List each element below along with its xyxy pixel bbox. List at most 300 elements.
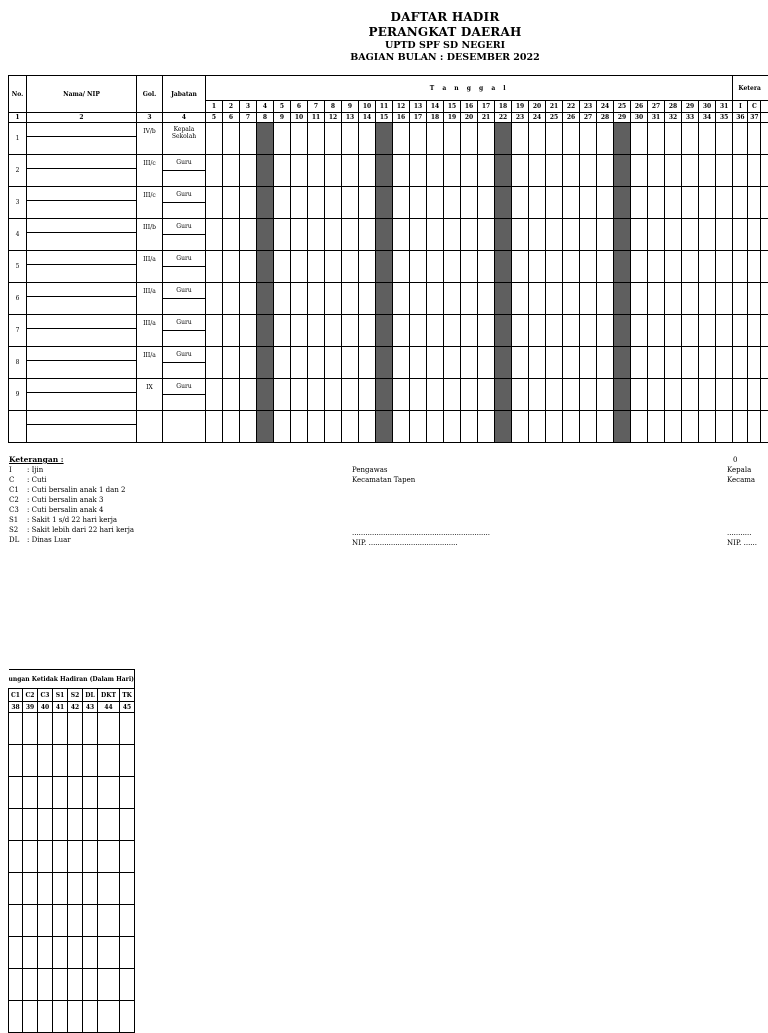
absence-cell[interactable] bbox=[120, 969, 135, 1001]
attendance-cell[interactable] bbox=[308, 283, 325, 315]
attendance-cell[interactable] bbox=[240, 379, 257, 411]
attendance-cell[interactable] bbox=[308, 123, 325, 155]
attendance-cell[interactable] bbox=[682, 347, 699, 379]
attendance-cell[interactable] bbox=[529, 187, 546, 219]
attendance-cell[interactable] bbox=[461, 283, 478, 315]
attendance-cell[interactable] bbox=[274, 123, 291, 155]
attendance-cell[interactable] bbox=[223, 283, 240, 315]
attendance-cell[interactable] bbox=[291, 123, 308, 155]
keterangan-cell[interactable] bbox=[748, 283, 761, 315]
absence-cell[interactable] bbox=[38, 777, 53, 809]
attendance-cell[interactable] bbox=[410, 379, 427, 411]
name-nip-cell[interactable] bbox=[27, 379, 137, 411]
absence-cell[interactable] bbox=[23, 905, 38, 937]
attendance-cell[interactable] bbox=[410, 347, 427, 379]
attendance-cell[interactable] bbox=[444, 155, 461, 187]
attendance-cell[interactable] bbox=[325, 219, 342, 251]
attendance-cell[interactable] bbox=[699, 251, 716, 283]
attendance-cell[interactable] bbox=[444, 251, 461, 283]
keterangan-cell[interactable] bbox=[733, 187, 748, 219]
keterangan-cell[interactable] bbox=[748, 155, 761, 187]
absence-cell[interactable] bbox=[38, 713, 53, 745]
attendance-cell[interactable] bbox=[529, 155, 546, 187]
attendance-cell[interactable] bbox=[597, 155, 614, 187]
attendance-cell[interactable] bbox=[240, 123, 257, 155]
name-nip-cell[interactable] bbox=[27, 251, 137, 283]
attendance-cell[interactable] bbox=[699, 347, 716, 379]
attendance-cell[interactable] bbox=[716, 379, 733, 411]
keterangan-cell[interactable] bbox=[761, 347, 768, 379]
attendance-cell[interactable] bbox=[699, 187, 716, 219]
attendance-cell[interactable] bbox=[461, 251, 478, 283]
attendance-cell[interactable] bbox=[427, 347, 444, 379]
attendance-cell[interactable] bbox=[359, 379, 376, 411]
attendance-cell[interactable] bbox=[291, 155, 308, 187]
attendance-cell[interactable] bbox=[359, 251, 376, 283]
absence-cell[interactable] bbox=[68, 905, 83, 937]
attendance-cell[interactable] bbox=[682, 251, 699, 283]
attendance-cell[interactable] bbox=[427, 379, 444, 411]
attendance-cell[interactable] bbox=[682, 155, 699, 187]
keterangan-cell[interactable] bbox=[748, 219, 761, 251]
attendance-cell[interactable] bbox=[274, 251, 291, 283]
attendance-cell[interactable] bbox=[716, 219, 733, 251]
keterangan-cell[interactable] bbox=[761, 187, 768, 219]
attendance-cell[interactable] bbox=[308, 251, 325, 283]
attendance-cell[interactable] bbox=[223, 123, 240, 155]
attendance-cell[interactable] bbox=[274, 155, 291, 187]
attendance-cell[interactable] bbox=[478, 187, 495, 219]
attendance-cell[interactable] bbox=[478, 283, 495, 315]
attendance-cell[interactable] bbox=[699, 283, 716, 315]
attendance-cell[interactable] bbox=[597, 347, 614, 379]
attendance-cell[interactable] bbox=[410, 155, 427, 187]
attendance-cell[interactable] bbox=[478, 123, 495, 155]
attendance-cell[interactable] bbox=[461, 411, 478, 443]
attendance-cell[interactable] bbox=[444, 187, 461, 219]
attendance-cell[interactable] bbox=[648, 411, 665, 443]
attendance-cell[interactable] bbox=[240, 283, 257, 315]
attendance-cell[interactable] bbox=[393, 251, 410, 283]
absence-cell[interactable] bbox=[23, 713, 38, 745]
absence-cell[interactable] bbox=[23, 969, 38, 1001]
absence-cell[interactable] bbox=[120, 841, 135, 873]
attendance-cell[interactable] bbox=[699, 155, 716, 187]
attendance-cell[interactable] bbox=[631, 347, 648, 379]
attendance-cell[interactable] bbox=[580, 123, 597, 155]
absence-cell[interactable] bbox=[23, 777, 38, 809]
attendance-cell[interactable] bbox=[206, 187, 223, 219]
absence-cell[interactable] bbox=[9, 1001, 23, 1033]
attendance-cell[interactable] bbox=[206, 219, 223, 251]
absence-cell[interactable] bbox=[53, 713, 68, 745]
attendance-cell[interactable] bbox=[444, 219, 461, 251]
attendance-cell[interactable] bbox=[342, 283, 359, 315]
attendance-cell[interactable] bbox=[478, 219, 495, 251]
attendance-cell[interactable] bbox=[682, 283, 699, 315]
attendance-cell[interactable] bbox=[325, 347, 342, 379]
attendance-cell[interactable] bbox=[665, 283, 682, 315]
attendance-cell[interactable] bbox=[546, 315, 563, 347]
keterangan-cell[interactable] bbox=[733, 379, 748, 411]
absence-cell[interactable] bbox=[23, 1001, 38, 1033]
absence-cell[interactable] bbox=[68, 937, 83, 969]
attendance-cell[interactable] bbox=[716, 187, 733, 219]
attendance-cell[interactable] bbox=[359, 219, 376, 251]
absence-cell[interactable] bbox=[9, 841, 23, 873]
attendance-cell[interactable] bbox=[682, 187, 699, 219]
keterangan-cell[interactable] bbox=[748, 123, 761, 155]
attendance-cell[interactable] bbox=[648, 347, 665, 379]
attendance-cell[interactable] bbox=[563, 315, 580, 347]
attendance-cell[interactable] bbox=[240, 155, 257, 187]
attendance-cell[interactable] bbox=[461, 187, 478, 219]
attendance-cell[interactable] bbox=[563, 123, 580, 155]
attendance-cell[interactable] bbox=[546, 379, 563, 411]
attendance-cell[interactable] bbox=[478, 315, 495, 347]
absence-cell[interactable] bbox=[23, 809, 38, 841]
attendance-cell[interactable] bbox=[206, 123, 223, 155]
attendance-cell[interactable] bbox=[563, 283, 580, 315]
attendance-cell[interactable] bbox=[699, 315, 716, 347]
absence-cell[interactable] bbox=[68, 713, 83, 745]
attendance-cell[interactable] bbox=[393, 219, 410, 251]
absence-cell[interactable] bbox=[9, 905, 23, 937]
attendance-cell[interactable] bbox=[580, 379, 597, 411]
attendance-cell[interactable] bbox=[444, 283, 461, 315]
attendance-cell[interactable] bbox=[342, 251, 359, 283]
keterangan-cell[interactable] bbox=[761, 315, 768, 347]
attendance-cell[interactable] bbox=[682, 123, 699, 155]
attendance-cell[interactable] bbox=[206, 347, 223, 379]
attendance-cell[interactable] bbox=[342, 219, 359, 251]
attendance-cell[interactable] bbox=[512, 251, 529, 283]
keterangan-cell[interactable] bbox=[733, 347, 748, 379]
keterangan-cell[interactable] bbox=[733, 315, 748, 347]
attendance-cell[interactable] bbox=[444, 123, 461, 155]
attendance-cell[interactable] bbox=[546, 411, 563, 443]
attendance-cell[interactable] bbox=[342, 411, 359, 443]
absence-cell[interactable] bbox=[120, 873, 135, 905]
attendance-cell[interactable] bbox=[648, 123, 665, 155]
attendance-cell[interactable] bbox=[631, 379, 648, 411]
attendance-cell[interactable] bbox=[546, 347, 563, 379]
attendance-cell[interactable] bbox=[427, 219, 444, 251]
attendance-cell[interactable] bbox=[631, 123, 648, 155]
attendance-cell[interactable] bbox=[665, 155, 682, 187]
absence-cell[interactable] bbox=[9, 873, 23, 905]
attendance-cell[interactable] bbox=[342, 315, 359, 347]
attendance-cell[interactable] bbox=[359, 315, 376, 347]
attendance-cell[interactable] bbox=[716, 123, 733, 155]
keterangan-cell[interactable] bbox=[761, 251, 768, 283]
absence-cell[interactable] bbox=[120, 777, 135, 809]
absence-cell[interactable] bbox=[98, 969, 120, 1001]
keterangan-cell[interactable] bbox=[748, 379, 761, 411]
absence-cell[interactable] bbox=[38, 873, 53, 905]
attendance-cell[interactable] bbox=[512, 123, 529, 155]
attendance-cell[interactable] bbox=[682, 379, 699, 411]
attendance-cell[interactable] bbox=[240, 315, 257, 347]
attendance-cell[interactable] bbox=[478, 379, 495, 411]
absence-cell[interactable] bbox=[9, 745, 23, 777]
attendance-cell[interactable] bbox=[478, 347, 495, 379]
absence-cell[interactable] bbox=[83, 841, 98, 873]
attendance-cell[interactable] bbox=[393, 347, 410, 379]
attendance-cell[interactable] bbox=[342, 187, 359, 219]
attendance-cell[interactable] bbox=[716, 155, 733, 187]
attendance-cell[interactable] bbox=[597, 379, 614, 411]
attendance-cell[interactable] bbox=[580, 347, 597, 379]
attendance-cell[interactable] bbox=[444, 347, 461, 379]
absence-cell[interactable] bbox=[98, 905, 120, 937]
keterangan-cell[interactable] bbox=[748, 251, 761, 283]
absence-cell[interactable] bbox=[9, 777, 23, 809]
keterangan-cell[interactable] bbox=[733, 283, 748, 315]
attendance-cell[interactable] bbox=[512, 379, 529, 411]
absence-cell[interactable] bbox=[38, 969, 53, 1001]
absence-cell[interactable] bbox=[53, 777, 68, 809]
attendance-cell[interactable] bbox=[597, 315, 614, 347]
attendance-cell[interactable] bbox=[716, 251, 733, 283]
attendance-cell[interactable] bbox=[563, 347, 580, 379]
absence-cell[interactable] bbox=[53, 841, 68, 873]
attendance-cell[interactable] bbox=[648, 187, 665, 219]
absence-cell[interactable] bbox=[38, 745, 53, 777]
attendance-cell[interactable] bbox=[580, 411, 597, 443]
attendance-cell[interactable] bbox=[580, 219, 597, 251]
keterangan-cell[interactable] bbox=[761, 379, 768, 411]
absence-cell[interactable] bbox=[120, 713, 135, 745]
attendance-cell[interactable] bbox=[291, 187, 308, 219]
absence-cell[interactable] bbox=[98, 809, 120, 841]
attendance-cell[interactable] bbox=[546, 283, 563, 315]
attendance-cell[interactable] bbox=[665, 187, 682, 219]
attendance-cell[interactable] bbox=[393, 379, 410, 411]
keterangan-cell[interactable] bbox=[761, 411, 768, 443]
attendance-cell[interactable] bbox=[665, 123, 682, 155]
attendance-cell[interactable] bbox=[665, 379, 682, 411]
attendance-cell[interactable] bbox=[665, 219, 682, 251]
attendance-cell[interactable] bbox=[240, 187, 257, 219]
attendance-cell[interactable] bbox=[274, 347, 291, 379]
attendance-cell[interactable] bbox=[648, 155, 665, 187]
attendance-cell[interactable] bbox=[274, 283, 291, 315]
attendance-cell[interactable] bbox=[359, 347, 376, 379]
attendance-cell[interactable] bbox=[529, 315, 546, 347]
absence-cell[interactable] bbox=[23, 873, 38, 905]
attendance-cell[interactable] bbox=[427, 187, 444, 219]
attendance-cell[interactable] bbox=[699, 219, 716, 251]
attendance-cell[interactable] bbox=[308, 347, 325, 379]
absence-cell[interactable] bbox=[9, 937, 23, 969]
attendance-cell[interactable] bbox=[546, 123, 563, 155]
attendance-cell[interactable] bbox=[274, 379, 291, 411]
attendance-cell[interactable] bbox=[631, 219, 648, 251]
attendance-cell[interactable] bbox=[274, 315, 291, 347]
attendance-cell[interactable] bbox=[665, 251, 682, 283]
keterangan-cell[interactable] bbox=[733, 251, 748, 283]
attendance-cell[interactable] bbox=[325, 155, 342, 187]
attendance-cell[interactable] bbox=[223, 411, 240, 443]
absence-cell[interactable] bbox=[53, 745, 68, 777]
absence-cell[interactable] bbox=[53, 873, 68, 905]
absence-cell[interactable] bbox=[83, 745, 98, 777]
attendance-cell[interactable] bbox=[393, 283, 410, 315]
attendance-cell[interactable] bbox=[512, 347, 529, 379]
attendance-cell[interactable] bbox=[631, 187, 648, 219]
attendance-cell[interactable] bbox=[529, 123, 546, 155]
absence-cell[interactable] bbox=[120, 809, 135, 841]
absence-cell[interactable] bbox=[23, 937, 38, 969]
absence-cell[interactable] bbox=[98, 713, 120, 745]
absence-cell[interactable] bbox=[38, 937, 53, 969]
keterangan-cell[interactable] bbox=[733, 155, 748, 187]
attendance-cell[interactable] bbox=[546, 155, 563, 187]
absence-cell[interactable] bbox=[83, 1001, 98, 1033]
absence-cell[interactable] bbox=[68, 873, 83, 905]
name-nip-cell[interactable] bbox=[27, 187, 137, 219]
name-nip-cell[interactable] bbox=[27, 315, 137, 347]
attendance-cell[interactable] bbox=[410, 219, 427, 251]
attendance-cell[interactable] bbox=[512, 411, 529, 443]
attendance-cell[interactable] bbox=[529, 379, 546, 411]
attendance-cell[interactable] bbox=[580, 283, 597, 315]
name-nip-cell[interactable] bbox=[27, 347, 137, 379]
attendance-cell[interactable] bbox=[427, 283, 444, 315]
name-nip-cell[interactable] bbox=[27, 219, 137, 251]
keterangan-cell[interactable] bbox=[748, 347, 761, 379]
attendance-cell[interactable] bbox=[325, 123, 342, 155]
attendance-cell[interactable] bbox=[699, 123, 716, 155]
absence-cell[interactable] bbox=[38, 841, 53, 873]
attendance-cell[interactable] bbox=[716, 283, 733, 315]
attendance-cell[interactable] bbox=[325, 187, 342, 219]
attendance-cell[interactable] bbox=[597, 411, 614, 443]
attendance-cell[interactable] bbox=[410, 283, 427, 315]
attendance-cell[interactable] bbox=[393, 123, 410, 155]
keterangan-cell[interactable] bbox=[748, 411, 761, 443]
attendance-cell[interactable] bbox=[478, 411, 495, 443]
attendance-cell[interactable] bbox=[291, 379, 308, 411]
absence-cell[interactable] bbox=[83, 905, 98, 937]
attendance-cell[interactable] bbox=[563, 251, 580, 283]
absence-cell[interactable] bbox=[98, 873, 120, 905]
attendance-cell[interactable] bbox=[342, 123, 359, 155]
absence-cell[interactable] bbox=[53, 905, 68, 937]
keterangan-cell[interactable] bbox=[761, 155, 768, 187]
attendance-cell[interactable] bbox=[274, 187, 291, 219]
absence-cell[interactable] bbox=[83, 937, 98, 969]
attendance-cell[interactable] bbox=[478, 251, 495, 283]
attendance-cell[interactable] bbox=[308, 411, 325, 443]
attendance-cell[interactable] bbox=[597, 283, 614, 315]
attendance-cell[interactable] bbox=[563, 155, 580, 187]
attendance-cell[interactable] bbox=[699, 411, 716, 443]
attendance-cell[interactable] bbox=[206, 251, 223, 283]
attendance-cell[interactable] bbox=[223, 251, 240, 283]
attendance-cell[interactable] bbox=[580, 155, 597, 187]
attendance-cell[interactable] bbox=[325, 411, 342, 443]
attendance-cell[interactable] bbox=[359, 283, 376, 315]
attendance-cell[interactable] bbox=[325, 379, 342, 411]
absence-cell[interactable] bbox=[98, 745, 120, 777]
attendance-cell[interactable] bbox=[631, 251, 648, 283]
attendance-cell[interactable] bbox=[325, 315, 342, 347]
attendance-cell[interactable] bbox=[223, 187, 240, 219]
absence-cell[interactable] bbox=[83, 809, 98, 841]
attendance-cell[interactable] bbox=[427, 315, 444, 347]
attendance-cell[interactable] bbox=[393, 155, 410, 187]
keterangan-cell[interactable] bbox=[733, 123, 748, 155]
attendance-cell[interactable] bbox=[393, 187, 410, 219]
attendance-cell[interactable] bbox=[427, 155, 444, 187]
attendance-cell[interactable] bbox=[359, 187, 376, 219]
attendance-cell[interactable] bbox=[597, 187, 614, 219]
attendance-cell[interactable] bbox=[512, 315, 529, 347]
attendance-cell[interactable] bbox=[461, 123, 478, 155]
attendance-cell[interactable] bbox=[529, 283, 546, 315]
attendance-cell[interactable] bbox=[342, 379, 359, 411]
absence-cell[interactable] bbox=[38, 809, 53, 841]
attendance-cell[interactable] bbox=[529, 347, 546, 379]
attendance-cell[interactable] bbox=[274, 411, 291, 443]
absence-cell[interactable] bbox=[68, 969, 83, 1001]
absence-cell[interactable] bbox=[68, 745, 83, 777]
attendance-cell[interactable] bbox=[699, 379, 716, 411]
attendance-cell[interactable] bbox=[410, 411, 427, 443]
attendance-cell[interactable] bbox=[308, 155, 325, 187]
attendance-cell[interactable] bbox=[461, 379, 478, 411]
attendance-cell[interactable] bbox=[427, 123, 444, 155]
attendance-cell[interactable] bbox=[444, 411, 461, 443]
name-nip-cell[interactable] bbox=[27, 123, 137, 155]
attendance-cell[interactable] bbox=[359, 155, 376, 187]
attendance-cell[interactable] bbox=[546, 251, 563, 283]
attendance-cell[interactable] bbox=[291, 347, 308, 379]
absence-cell[interactable] bbox=[68, 841, 83, 873]
attendance-cell[interactable] bbox=[410, 123, 427, 155]
attendance-cell[interactable] bbox=[325, 251, 342, 283]
attendance-cell[interactable] bbox=[597, 251, 614, 283]
name-nip-cell[interactable] bbox=[27, 155, 137, 187]
attendance-cell[interactable] bbox=[342, 155, 359, 187]
absence-cell[interactable] bbox=[23, 841, 38, 873]
attendance-cell[interactable] bbox=[342, 347, 359, 379]
attendance-cell[interactable] bbox=[291, 251, 308, 283]
attendance-cell[interactable] bbox=[444, 379, 461, 411]
absence-cell[interactable] bbox=[68, 1001, 83, 1033]
absence-cell[interactable] bbox=[68, 777, 83, 809]
absence-cell[interactable] bbox=[120, 745, 135, 777]
keterangan-cell[interactable] bbox=[733, 411, 748, 443]
attendance-cell[interactable] bbox=[427, 251, 444, 283]
attendance-cell[interactable] bbox=[529, 219, 546, 251]
attendance-cell[interactable] bbox=[308, 315, 325, 347]
attendance-cell[interactable] bbox=[410, 187, 427, 219]
attendance-cell[interactable] bbox=[359, 411, 376, 443]
attendance-cell[interactable] bbox=[716, 315, 733, 347]
name-nip-cell[interactable] bbox=[27, 283, 137, 315]
attendance-cell[interactable] bbox=[648, 251, 665, 283]
attendance-cell[interactable] bbox=[631, 411, 648, 443]
absence-cell[interactable] bbox=[83, 873, 98, 905]
attendance-cell[interactable] bbox=[308, 187, 325, 219]
attendance-cell[interactable] bbox=[648, 315, 665, 347]
attendance-cell[interactable] bbox=[563, 379, 580, 411]
absence-cell[interactable] bbox=[120, 905, 135, 937]
attendance-cell[interactable] bbox=[716, 347, 733, 379]
